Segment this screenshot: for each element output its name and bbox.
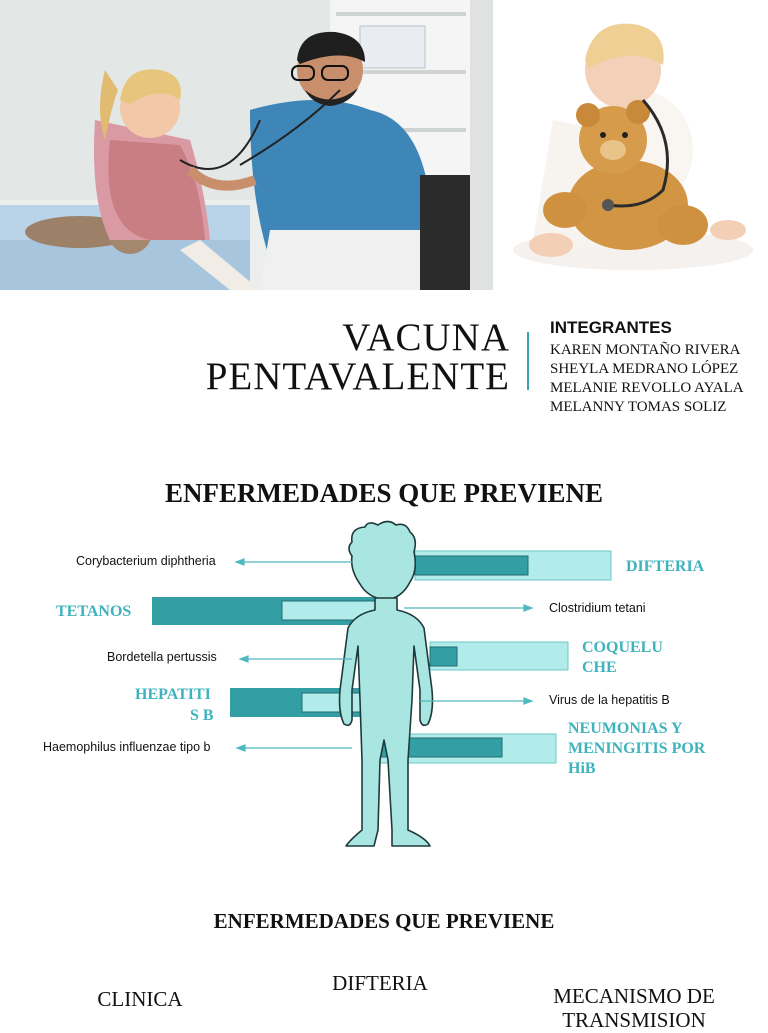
disease-hepatitis-2: S B <box>190 707 214 724</box>
pathogen-difteria: Corybacterium diphtheria <box>76 554 216 568</box>
title-line-2: PENTAVALENTE <box>205 355 510 398</box>
members-heading: INTEGRANTES <box>550 318 672 337</box>
disease-coqueluche-1: COQUELU <box>582 639 663 656</box>
title-line-1: VACUNA <box>342 316 510 359</box>
disease-hib-3: HiB <box>568 760 596 777</box>
pathogen-tetanos: Clostridium tetani <box>549 601 646 615</box>
disease-hepatitis-1: HEPATITI <box>135 686 211 703</box>
member-name: KAREN MONTAÑO RIVERA <box>550 342 741 358</box>
section2-heading: ENFERMEDADES QUE PREVIENE <box>213 909 555 933</box>
disease-coqueluche-2: CHE <box>582 659 617 676</box>
title-divider <box>527 332 529 390</box>
disease-tetanos: TETANOS <box>56 603 132 620</box>
section2-left: CLINICA <box>97 987 183 1011</box>
section2-right-1: MECANISMO DE <box>553 984 715 1008</box>
disease-hib-2: MENINGITIS POR <box>568 740 706 757</box>
difteria-bar-inner <box>415 556 528 575</box>
member-name: SHEYLA MEDRANO LÓPEZ <box>550 361 739 377</box>
member-name: MELANIE REVOLLO AYALA <box>550 380 744 396</box>
disease-hib-1: NEUMONIAS Y <box>568 720 683 737</box>
section2-center: DIFTERIA <box>332 971 428 995</box>
photo-baby-teddy <box>493 0 768 290</box>
hepatitis-bar-inner <box>302 693 362 712</box>
photo-doctor-child <box>0 0 493 290</box>
disease-difteria: DIFTERIA <box>626 558 705 575</box>
pathogen-hepatitis: Virus de la hepatitis B <box>549 693 670 707</box>
member-name: MELANNY TOMAS SOLIZ <box>550 399 727 415</box>
infographic-heading: ENFERMEDADES QUE PREVIENE <box>164 478 604 508</box>
pathogen-hib: Haemophilus influenzae tipo b <box>43 740 211 754</box>
coqueluche-bar-inner <box>430 647 457 666</box>
section2-right-2: TRANSMISION <box>562 1008 706 1032</box>
pathogen-coqueluche: Bordetella pertussis <box>107 650 217 664</box>
